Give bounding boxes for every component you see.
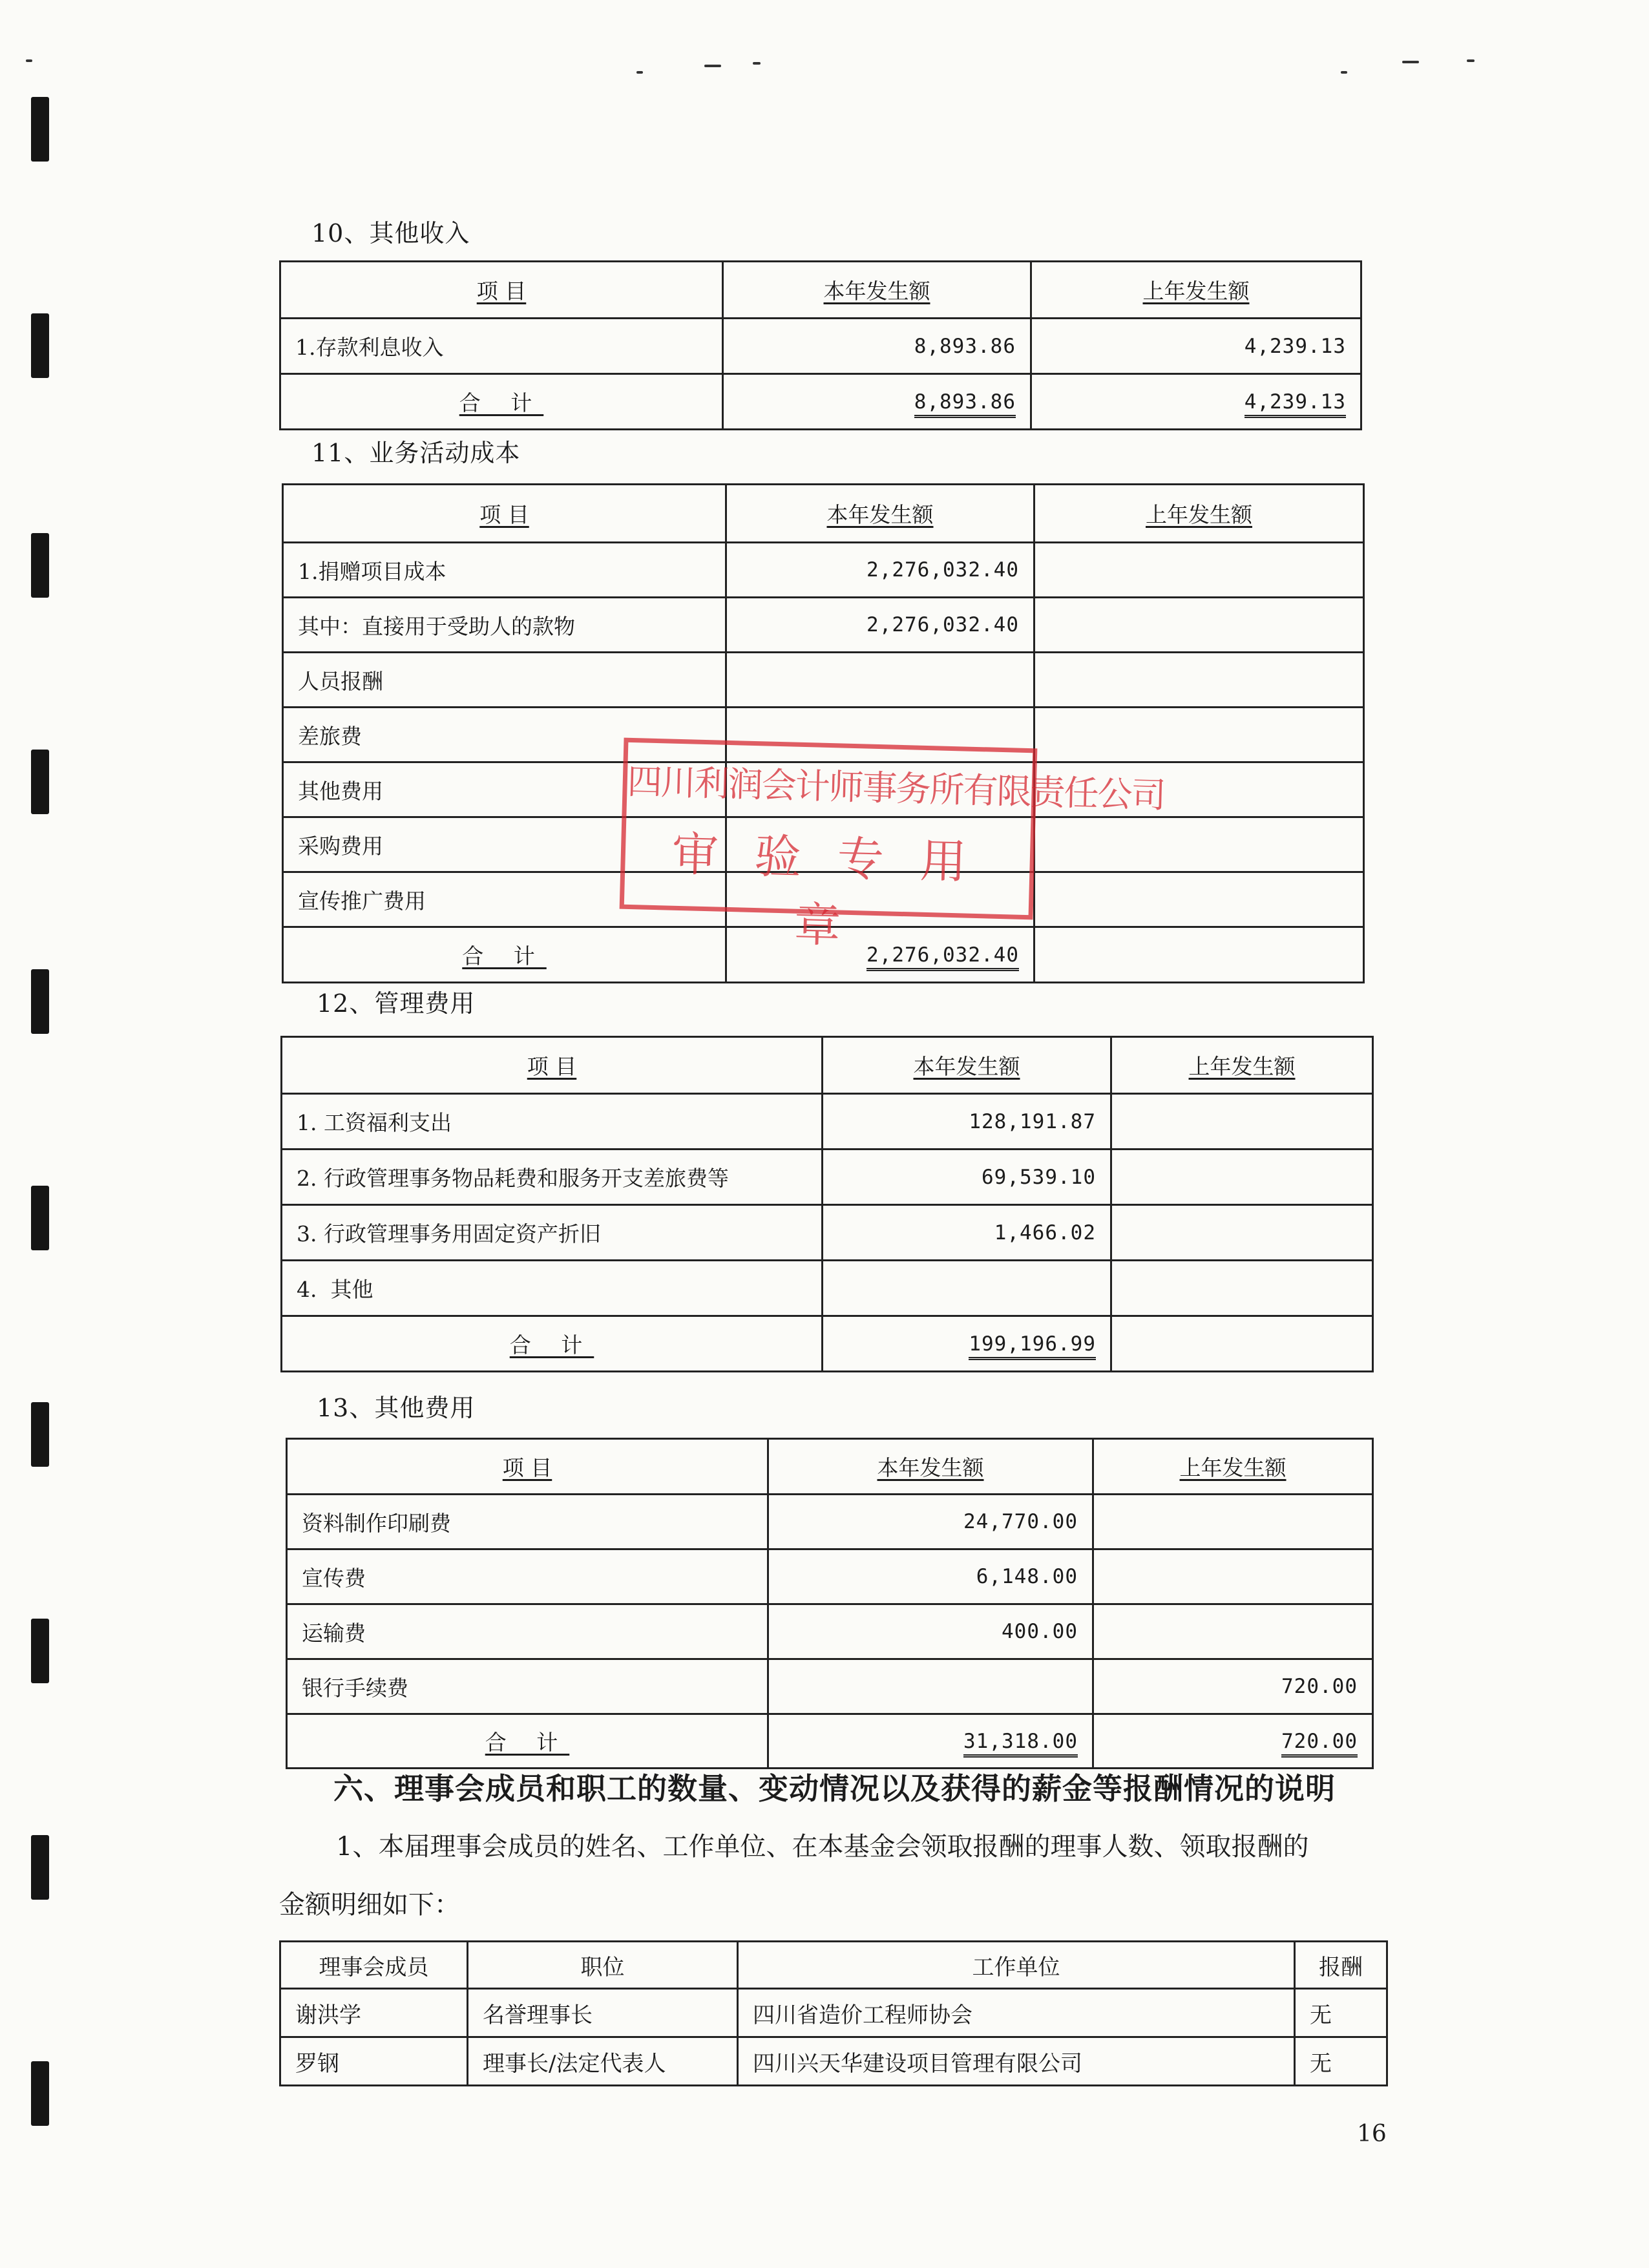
total-current: 199,196.99 [823, 1316, 1111, 1372]
table-row [280, 319, 1361, 374]
column-header-member: 理事会成员 [280, 1942, 468, 1989]
binder-hole-mark [31, 313, 49, 378]
current-amount [768, 1659, 1093, 1714]
column-header-item: 项 目 [282, 1037, 823, 1094]
row-label: 差旅费 [283, 708, 726, 762]
table-row [287, 1604, 1373, 1659]
member-unit: 四川省造价工程师协会 [738, 1989, 1295, 2037]
table-header-row [282, 1037, 1373, 1094]
prior-amount [1035, 598, 1364, 653]
current-amount: 128,191.87 [823, 1094, 1111, 1150]
current-amount [823, 1261, 1111, 1316]
scan-speck [1402, 61, 1419, 63]
board-intro-line2: 金额明细如下： [279, 1890, 460, 1920]
table-row [287, 1659, 1373, 1714]
row-label: 宣传推广费用 [283, 872, 726, 927]
total-prior [1111, 1316, 1373, 1372]
prior-amount [1111, 1261, 1373, 1316]
prior-amount [1035, 817, 1364, 872]
prior-amount [1111, 1094, 1373, 1150]
section-12-title: 12、管理费用 [317, 989, 476, 1018]
row-label: 1. 工资福利支出 [282, 1094, 823, 1150]
total-label: 合 计 [283, 927, 726, 983]
prior-amount [1111, 1150, 1373, 1205]
total-prior: 4,239.13 [1031, 374, 1361, 430]
current-amount: 2,276,032.40 [726, 543, 1035, 598]
binder-hole-mark [31, 97, 49, 162]
row-label: 1.捐赠项目成本 [283, 543, 726, 598]
other-expense-table [286, 1438, 1374, 1769]
current-amount: 8,893.86 [723, 319, 1031, 374]
prior-amount [1035, 872, 1364, 927]
board-members-table [279, 1940, 1388, 2086]
column-header-item: 项 目 [283, 485, 726, 543]
total-current: 2,276,032.40 [726, 927, 1035, 983]
column-header-prior: 上年发生额 [1031, 262, 1361, 319]
table-row [280, 1989, 1387, 2037]
column-header-current: 本年发生额 [726, 485, 1035, 543]
total-current: 31,318.00 [768, 1714, 1093, 1769]
binder-hole-mark [31, 969, 49, 1034]
audit-seal-stamp [620, 738, 1166, 954]
table-header-row [280, 1942, 1387, 1989]
table-row [282, 1205, 1373, 1261]
column-header-current: 本年发生额 [723, 262, 1031, 319]
total-prior [1035, 927, 1364, 983]
total-row [280, 374, 1361, 430]
current-amount: 69,539.10 [823, 1150, 1111, 1205]
row-label: 1.存款利息收入 [280, 319, 723, 374]
total-row [287, 1714, 1373, 1769]
current-amount: 6,148.00 [768, 1549, 1093, 1604]
board-intro-line1: 1、本届理事会成员的姓名、工作单位、在本基金会领取报酬的理事人数、领取报酬的 [336, 1832, 1309, 1862]
row-label: 银行手续费 [287, 1659, 768, 1714]
table-header-row [280, 262, 1361, 319]
column-header-position: 职位 [468, 1942, 738, 1989]
member-position: 名誉理事长 [468, 1989, 738, 2037]
table-row [280, 2037, 1387, 2086]
row-label: 资料制作印刷费 [287, 1495, 768, 1549]
column-header-unit: 工作单位 [738, 1942, 1295, 1989]
stamp-purpose: 审验专用章 [671, 826, 1003, 954]
member-name: 罗钢 [280, 2037, 468, 2086]
current-amount: 2,276,032.40 [726, 598, 1035, 653]
total-row [282, 1316, 1373, 1372]
prior-amount [1111, 1205, 1373, 1261]
table-row [282, 1150, 1373, 1205]
prior-amount [1093, 1604, 1373, 1659]
column-header-pay: 报酬 [1295, 1942, 1387, 1989]
row-label: 3. 行政管理事务用固定资产折旧 [282, 1205, 823, 1261]
row-label: 采购费用 [283, 817, 726, 872]
row-label: 人员报酬 [283, 653, 726, 708]
member-name: 谢洪学 [280, 1989, 468, 2037]
table-row [282, 1261, 1373, 1316]
row-label: 其他费用 [283, 762, 726, 817]
prior-amount: 4,239.13 [1031, 319, 1361, 374]
total-prior: 720.00 [1093, 1714, 1373, 1769]
prior-amount [1035, 543, 1364, 598]
column-header-prior: 上年发生额 [1093, 1439, 1373, 1495]
column-header-item: 项 目 [287, 1439, 768, 1495]
member-pay: 无 [1295, 2037, 1387, 2086]
prior-amount: 720.00 [1093, 1659, 1373, 1714]
member-position: 理事长/法定代表人 [468, 2037, 738, 2086]
prior-amount [1035, 653, 1364, 708]
table-row [287, 1495, 1373, 1549]
scan-speck [753, 62, 761, 65]
prior-amount [1093, 1549, 1373, 1604]
table-header-row [283, 485, 1364, 543]
scan-speck [1467, 59, 1475, 62]
current-amount: 400.00 [768, 1604, 1093, 1659]
scan-speck [1341, 71, 1347, 74]
scan-speck [26, 59, 32, 62]
member-unit: 四川兴天华建设项目管理有限公司 [738, 2037, 1295, 2086]
table-row [283, 543, 1364, 598]
scan-speck [636, 71, 643, 74]
column-header-current: 本年发生额 [823, 1037, 1111, 1094]
table-row [283, 653, 1364, 708]
row-label: 2. 行政管理事务物品耗费和服务开支差旅费等 [282, 1150, 823, 1205]
row-label: 宣传费 [287, 1549, 768, 1604]
binder-hole-mark [31, 1402, 49, 1467]
scan-speck [704, 65, 721, 67]
row-label: 4. 其他 [282, 1261, 823, 1316]
row-label: 运输费 [287, 1604, 768, 1659]
column-header-item: 项 目 [280, 262, 723, 319]
table-row [282, 1094, 1373, 1150]
column-header-current: 本年发生额 [768, 1439, 1093, 1495]
section-11-title: 11、业务活动成本 [311, 439, 521, 467]
total-label: 合 计 [282, 1316, 823, 1372]
section-6-heading: 六、理事会成员和职工的数量、变动情况以及获得的薪金等报酬情况的说明 [333, 1771, 1336, 1806]
other-income-table [279, 260, 1362, 430]
total-label: 合 计 [287, 1714, 768, 1769]
page-number: 16 [1357, 2121, 1387, 2147]
prior-amount [1035, 708, 1364, 762]
binder-hole-mark [31, 533, 49, 598]
stamp-firm-name: 四川利润会计师事务所有限责任公司 [626, 761, 1166, 816]
table-row [287, 1549, 1373, 1604]
prior-amount [1093, 1495, 1373, 1549]
table-header-row [287, 1439, 1373, 1495]
current-amount: 1,466.02 [823, 1205, 1111, 1261]
row-label: 其中：直接用于受助人的款物 [283, 598, 726, 653]
column-header-prior: 上年发生额 [1035, 485, 1364, 543]
current-amount: 24,770.00 [768, 1495, 1093, 1549]
admin-expense-table [280, 1036, 1374, 1372]
member-pay: 无 [1295, 1989, 1387, 2037]
binder-hole-mark [31, 2061, 49, 2126]
total-current: 8,893.86 [723, 374, 1031, 430]
current-amount [726, 653, 1035, 708]
section-13-title: 13、其他费用 [317, 1394, 476, 1422]
section-10-title: 10、其他收入 [311, 219, 470, 247]
binder-hole-mark [31, 1619, 49, 1683]
table-row [283, 598, 1364, 653]
column-header-prior: 上年发生额 [1111, 1037, 1373, 1094]
binder-hole-mark [31, 1835, 49, 1900]
total-label: 合 计 [280, 374, 723, 430]
binder-hole-mark [31, 1186, 49, 1250]
binder-hole-mark [31, 750, 49, 814]
